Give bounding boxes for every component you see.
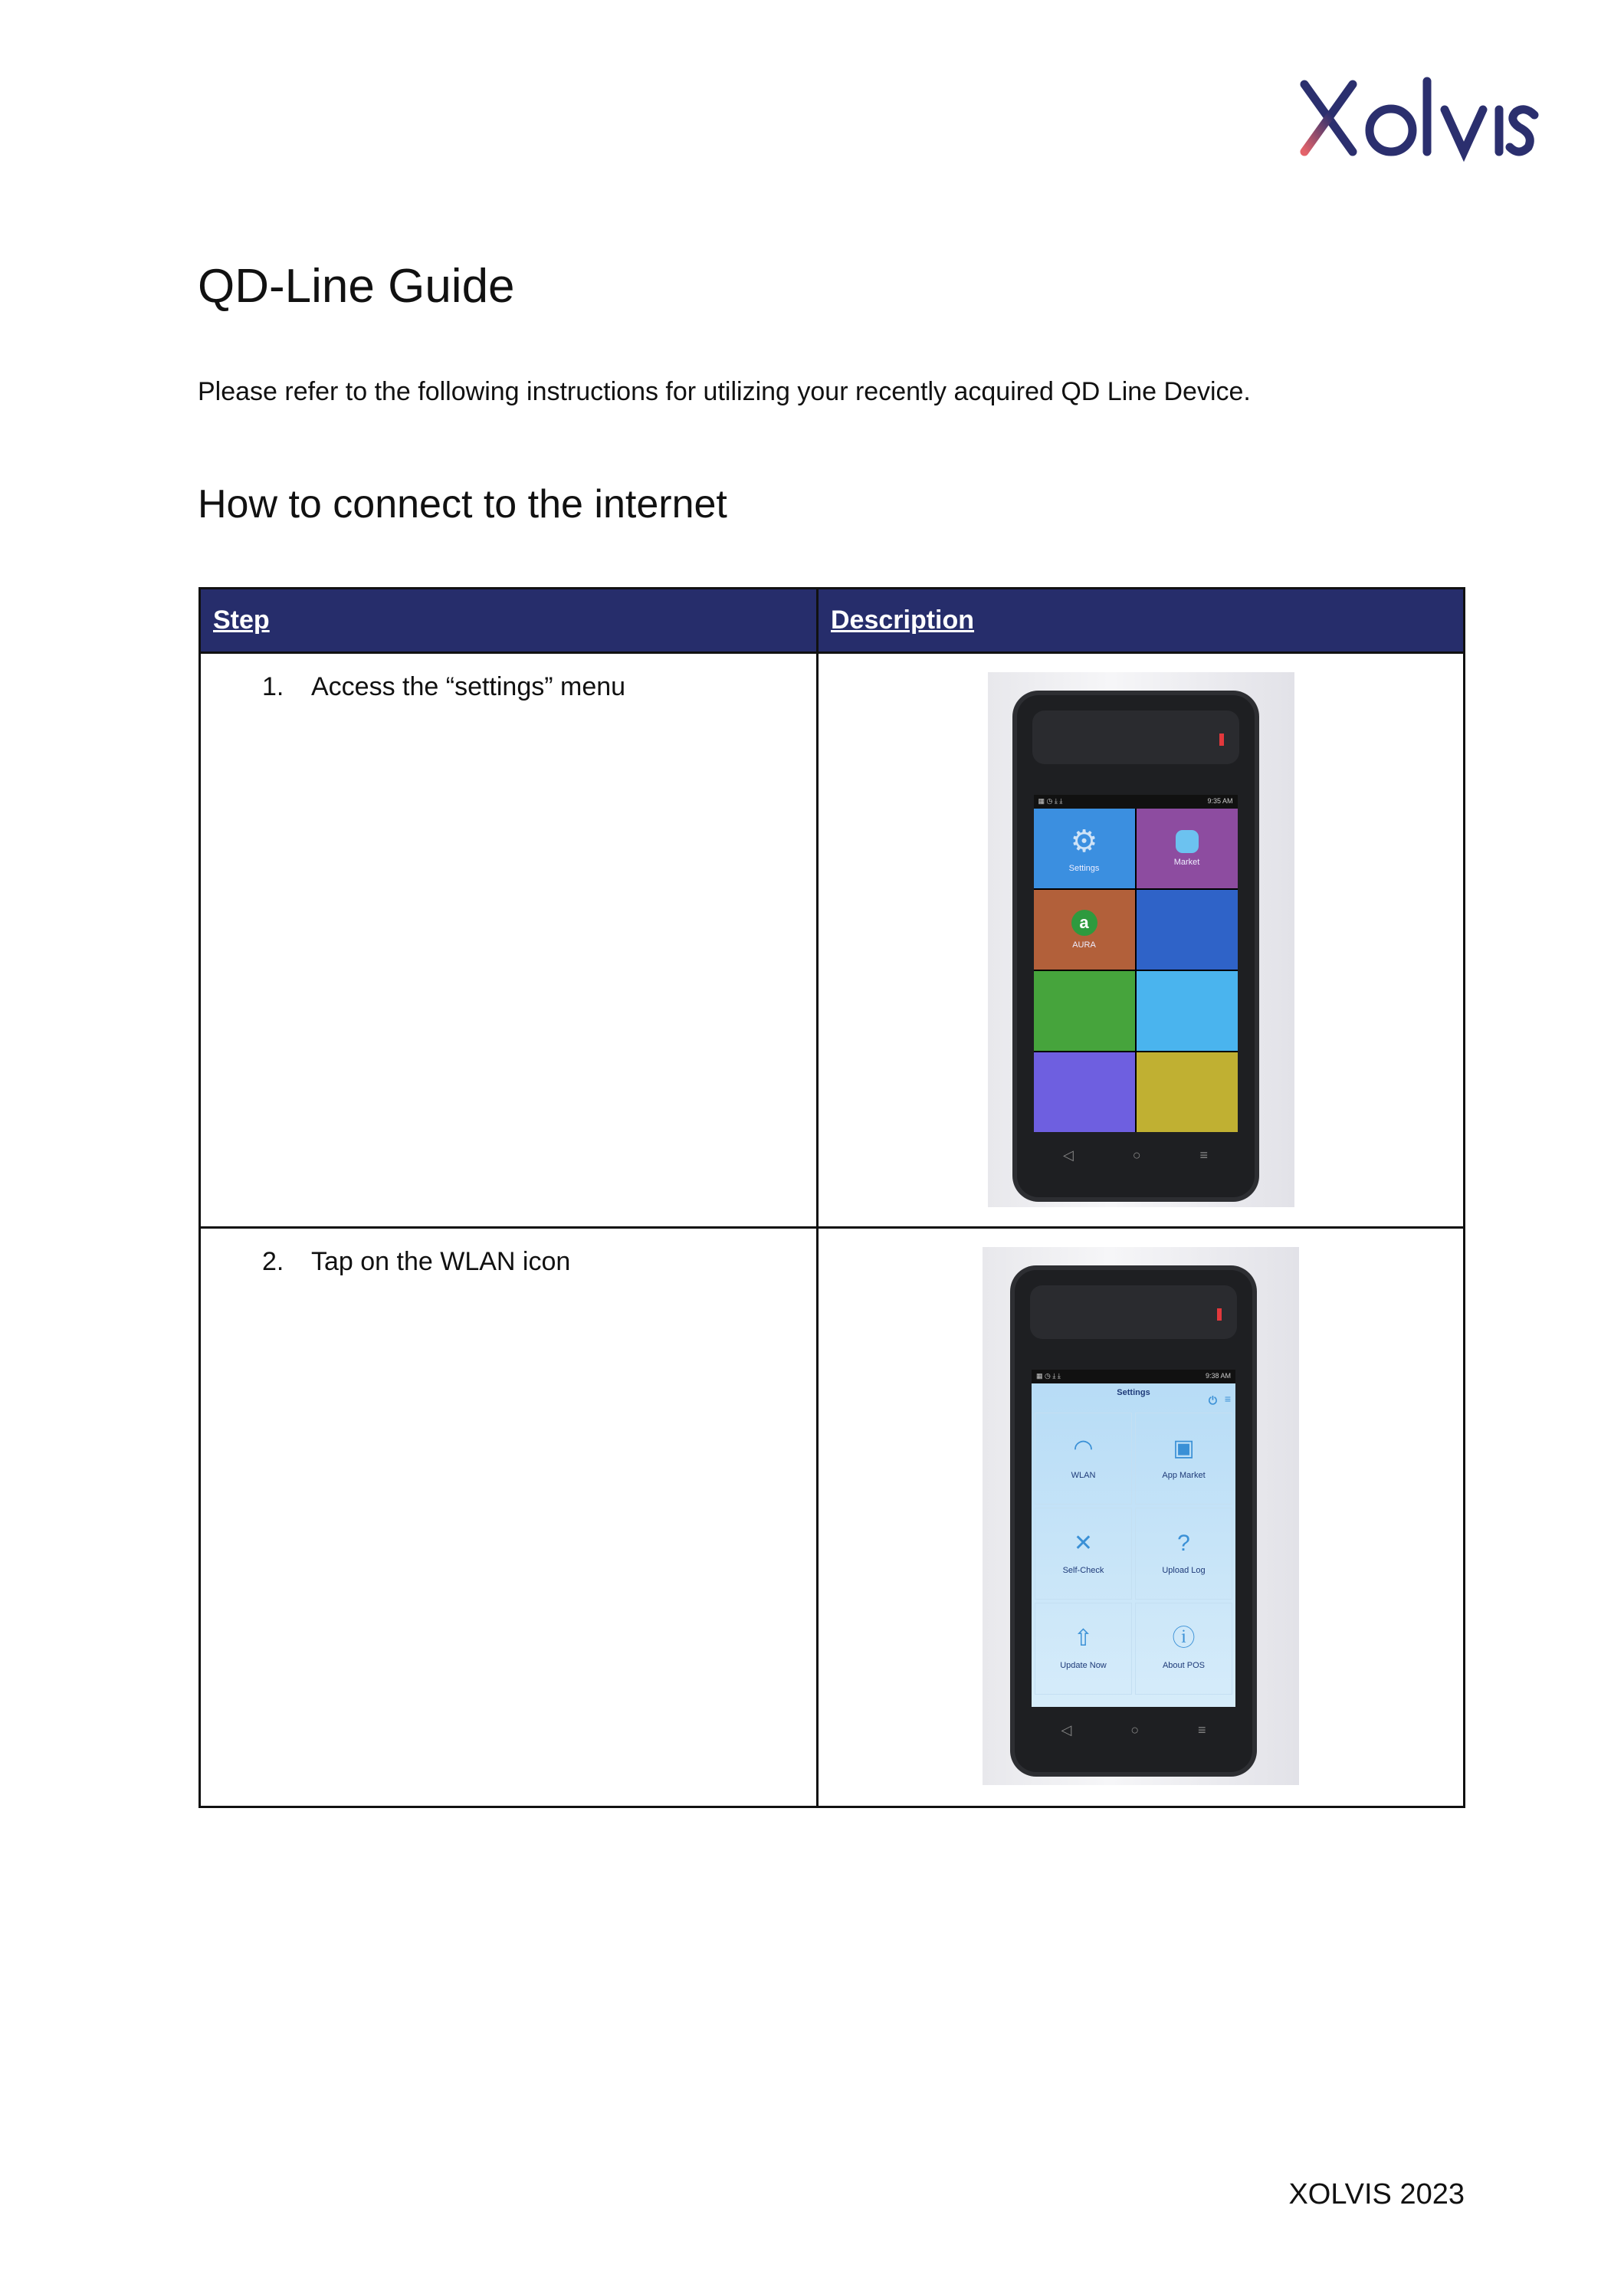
xolvis-logo <box>1295 75 1540 163</box>
item-label: WLAN <box>1071 1471 1096 1480</box>
step-text: Tap on the WLAN icon <box>311 1247 571 1276</box>
nav-bar <box>1032 1715 1235 1745</box>
market-icon <box>1176 830 1199 853</box>
steps-table <box>198 587 1465 1808</box>
step-number: 1. <box>262 672 284 701</box>
home-icon: ○ <box>1130 1721 1140 1738</box>
menu-icon: ≡ <box>1199 1147 1209 1163</box>
tile-settings <box>1034 809 1135 888</box>
tile-empty <box>1137 890 1238 970</box>
step-cell <box>200 1228 818 1807</box>
device-photo-home <box>988 672 1294 1207</box>
app-market-icon: ▣ <box>1173 1436 1195 1461</box>
table-header <box>200 589 1465 653</box>
tile-empty <box>1137 971 1238 1051</box>
item-label: Upload Log <box>1162 1566 1206 1575</box>
table-row <box>200 1228 1465 1807</box>
settings-item-upload-log <box>1135 1508 1232 1600</box>
section-title: How to connect to the internet <box>198 482 727 527</box>
aura-icon: a <box>1071 910 1097 936</box>
step-text: Access the “settings” menu <box>311 672 626 701</box>
nav-bar <box>1034 1140 1238 1170</box>
menu-icon: ≡ <box>1198 1721 1206 1738</box>
settings-item-app-market <box>1135 1413 1232 1505</box>
tile-empty <box>1034 1052 1135 1132</box>
tile-aura <box>1034 890 1135 970</box>
description-cell <box>818 653 1465 1228</box>
tile-label: Settings <box>1068 864 1100 873</box>
home-icon: ○ <box>1132 1147 1141 1163</box>
menu-icon: ≡ <box>1224 1393 1231 1405</box>
status-time: 9:38 AM <box>1205 1372 1231 1380</box>
step-cell <box>200 653 818 1228</box>
status-icons: ▦ ◷ ⤓ ⤓ <box>1038 797 1063 805</box>
header-step: Step <box>200 589 818 653</box>
back-icon: ◁ <box>1061 1721 1072 1738</box>
settings-item-self-check <box>1035 1508 1132 1600</box>
table-row <box>200 653 1465 1228</box>
description-cell <box>818 1228 1465 1807</box>
device-photo-settings <box>983 1247 1299 1785</box>
wifi-icon: ◠ <box>1073 1436 1094 1461</box>
header-description: Description <box>818 589 1465 653</box>
settings-item-update-now <box>1035 1603 1132 1695</box>
back-icon: ◁ <box>1062 1147 1074 1163</box>
gear-icon: ⚙ <box>1070 825 1098 858</box>
settings-item-about-pos <box>1135 1603 1232 1695</box>
tile-market <box>1137 809 1238 888</box>
tile-label: AURA <box>1072 940 1096 950</box>
settings-title: Settings <box>1117 1388 1150 1397</box>
step-number: 2. <box>262 1247 284 1276</box>
item-label: About POS <box>1162 1661 1206 1670</box>
intro-text: Please refer to the following instructions for utilizing your recently acquired QD Line Device. <box>198 377 1251 406</box>
footer-text: XOLVIS 2023 <box>1288 2178 1465 2210</box>
page-title: QD-Line Guide <box>198 260 515 313</box>
info-icon: ⓘ <box>1172 1626 1196 1651</box>
tools-icon: ✕ <box>1073 1531 1094 1556</box>
power-icon: ⏻ <box>1208 1394 1217 1406</box>
tile-empty <box>1137 1052 1238 1132</box>
arrow-up-icon: ⇧ <box>1073 1626 1094 1651</box>
item-label: Self-Check <box>1062 1566 1104 1575</box>
status-icons: ▦ ◷ ⤓ ⤓ <box>1036 1372 1061 1380</box>
settings-item-wlan <box>1035 1413 1132 1505</box>
tile-label: Market <box>1173 858 1200 867</box>
item-label: Update Now <box>1060 1661 1107 1670</box>
help-icon: ? <box>1177 1531 1190 1556</box>
status-time: 9:35 AM <box>1207 797 1233 805</box>
item-label: App Market <box>1162 1471 1206 1480</box>
tile-empty <box>1034 971 1135 1051</box>
